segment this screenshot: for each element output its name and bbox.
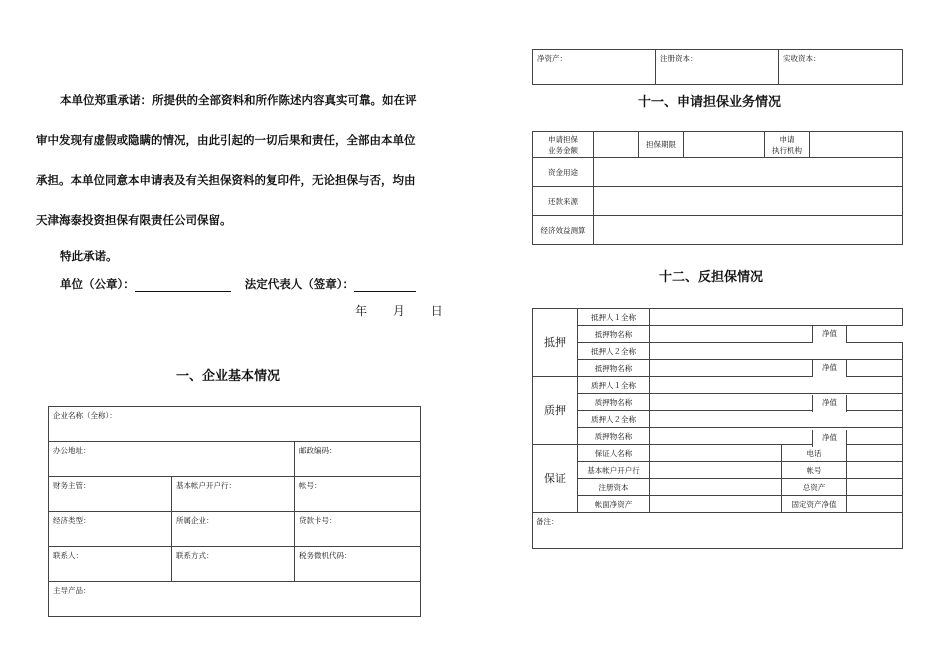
pledge-line: 审中发现有虚假或隐瞒的情况，由此引起的一切后果和责任，全部由本单位 [36,133,416,147]
company-name-cell[interactable]: 企业名称（全称）： [49,407,421,442]
section1-title: 一、企业基本情况 [176,369,281,384]
loan-card-cell[interactable]: 贷款卡号： [295,512,421,547]
office-address-cell[interactable]: 办公地址： [49,442,295,477]
mortgagor2-label: 抵押人２全称 [578,343,650,360]
mortgagor2-value[interactable] [650,343,903,360]
economic-type-cell[interactable]: 经济类型： [49,512,172,547]
mortgage-item1-netvalue-overlay [812,326,902,343]
paid-capital-cell[interactable]: 实收资本： [779,50,903,85]
total-assets-label: 总资产 [782,479,847,496]
contact-cell[interactable]: 联系人： [49,547,172,582]
year-label: 年 [355,304,368,318]
benefit-label: 经济效益测算 [533,216,594,245]
repay-source-label: 还款来源 [533,187,594,216]
guarantor-value[interactable] [650,445,782,462]
pledge-closing: 特此承诺。 [60,249,118,263]
pledge-item1-netvalue-overlay [812,395,902,412]
bank-value[interactable] [650,462,782,479]
net-value-label: 净值 [813,395,847,412]
guarantor-label: 保证人名称 [578,445,650,462]
tax-code-cell[interactable]: 税务微机代码： [295,547,421,582]
company-basic-table [48,406,421,617]
pledge-item2-netvalue-overlay [812,430,902,447]
account-label: 帐号 [782,462,847,479]
date-line [355,302,443,319]
pledgor2-value[interactable] [650,411,903,428]
pledgor2-label: 质押人２全称 [578,411,650,428]
postal-code-cell[interactable]: 邮政编码： [295,442,421,477]
institution-label-line1: 申请 [779,134,795,144]
reg-capital-value[interactable] [650,479,782,496]
counter-guarantee-table [532,308,903,549]
bank-label: 基本帐户开户行 [578,462,650,479]
phone-label: 电话 [782,445,847,462]
section11-title: 十一、申请担保业务情况 [638,95,782,110]
unit-seal-blank[interactable] [135,279,231,292]
institution-label-cell [765,132,810,158]
mortgage-group-label: 抵押 [533,309,578,377]
pledgor1-value[interactable] [650,377,903,394]
assets-table [532,49,903,85]
pledge-line: 承担。本单位同意本申请表及有关担保资料的复印件，无论担保与否，均由 [36,173,416,187]
amount-label-line1: 申请担保 [548,134,578,144]
account-value[interactable] [847,462,903,479]
section12-title: 十二、反担保情况 [659,270,764,285]
unit-seal-label: 单位（公章）： [60,277,135,291]
mortgage-item2-label: 抵押物名称 [578,360,650,377]
institution-value-cell[interactable] [810,132,903,158]
remarks-cell[interactable]: 备注： [533,513,903,549]
institution-label-line2: 执行机构 [772,145,802,155]
pledgor1-label: 质押人１全称 [578,377,650,394]
phone-value[interactable] [847,445,903,462]
total-assets-value[interactable] [847,479,903,496]
finance-head-cell[interactable]: 财务主管： [49,477,172,512]
net-value-label: 净值 [813,430,847,447]
benefit-value[interactable] [594,216,903,245]
pledge-item2-label: 质押物名称 [578,428,650,445]
book-net-assets-value[interactable] [650,496,782,513]
net-value-label: 净值 [813,326,847,343]
fund-use-value[interactable] [594,158,903,187]
book-net-assets-label: 帐面净资产 [578,496,650,513]
contact-method-cell[interactable]: 联系方式： [172,547,295,582]
registered-capital-cell[interactable]: 注册资本： [656,50,779,85]
mortgage-item1-label: 抵押物名称 [578,326,650,343]
pledge-line: 本单位郑重承诺：所提供的全部资料和所作陈述内容真实可靠。如在评 [60,93,417,107]
pledge-line: 天津海泰投资担保有限责任公司保留。 [36,213,232,227]
reg-capital-label: 注册资本 [578,479,650,496]
mortgage-item2-netvalue-overlay [812,360,902,377]
main-products-cell[interactable]: 主导产品： [49,582,421,617]
mortgagor1-value[interactable] [650,309,903,326]
affiliated-cell[interactable]: 所属企业： [172,512,295,547]
period-label-cell: 担保期限 [639,132,684,158]
net-value-label: 净值 [813,360,847,377]
signature-line [60,276,416,292]
legal-rep-label: 法定代表人（签章）： [244,277,355,291]
net-assets-cell[interactable]: 净资产： [533,50,656,85]
guarantee-group-label: 保证 [533,445,578,513]
legal-rep-blank[interactable] [354,279,416,292]
fixed-net-label: 固定资产净值 [782,496,847,513]
day-label: 日 [430,304,443,318]
guarantee-business-table [532,131,903,245]
pledge-item1-label: 质押物名称 [578,394,650,411]
month-label: 月 [392,304,405,318]
amount-label-cell [533,132,594,158]
amount-label-line2: 业务金额 [548,145,578,155]
mortgagor1-label: 抵押人１全称 [578,309,650,326]
fund-use-label: 资金用途 [533,158,594,187]
pledge-group-label: 质押 [533,377,578,445]
account-no-cell[interactable]: 帐号： [295,477,421,512]
period-value-cell[interactable] [684,132,765,158]
repay-source-value[interactable] [594,187,903,216]
fixed-net-value[interactable] [847,496,903,513]
bank-cell[interactable]: 基本帐户开户行： [172,477,295,512]
pledge-statement [36,80,436,268]
amount-value-cell[interactable] [594,132,639,158]
